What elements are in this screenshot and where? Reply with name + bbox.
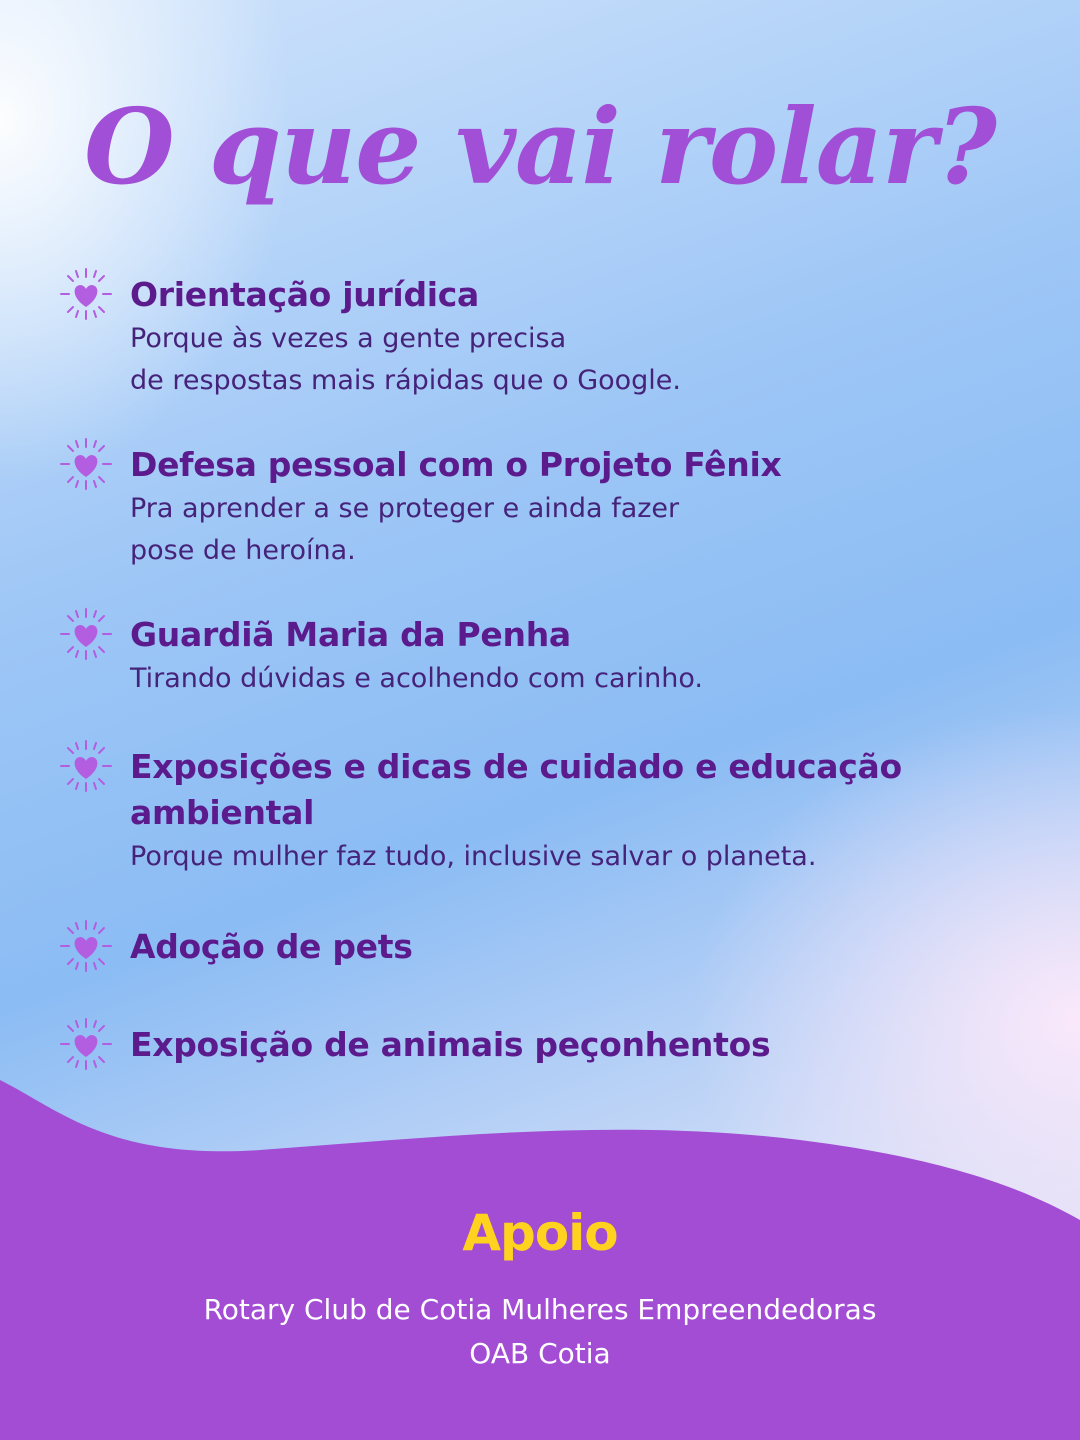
item-description: Tirando dúvidas e acolhendo com carinho. [130, 663, 703, 694]
item-heading: Guardiã Maria da Penha [130, 615, 571, 654]
item-heading: Exposição de animais peçonhentos [130, 1025, 771, 1064]
list-item-1 [130, 272, 1010, 402]
support-list [0, 1288, 1080, 1376]
item-description: Porque mulher faz tudo, inclusive salvar o planeta. [130, 841, 817, 872]
item-description: Pra aprender a se proteger e ainda fazer pose de heroína. [130, 493, 680, 566]
item-heading: Defesa pessoal com o Projeto Fênix [130, 445, 782, 484]
heart-icon [58, 266, 114, 322]
item-heading: Adoção de pets [130, 927, 413, 966]
list-item-5 [130, 924, 1010, 970]
support-line-oab: OAB Cotia [469, 1337, 611, 1370]
item-heading: Orientação jurídica [130, 275, 480, 314]
heart-icon [58, 1016, 114, 1072]
list-item-2 [130, 442, 1010, 572]
page-title: O que vai rolar? [84, 85, 996, 208]
item-description: Porque às vezes a gente precisa de respostas mais rápidas que o Google. [130, 323, 681, 396]
support-title: Apoio [462, 1204, 618, 1262]
support-line-rotary: Rotary Club de Cotia Mulheres Empreendedoras [203, 1293, 877, 1326]
list-item-3 [130, 612, 1010, 700]
heart-icon [58, 738, 114, 794]
heart-icon [58, 918, 114, 974]
list-item-4 [130, 744, 1010, 878]
list-item-6 [130, 1022, 1010, 1068]
heart-icon [58, 436, 114, 492]
item-heading: Exposições e dicas de cuidado e educação ambiental [130, 747, 902, 832]
heart-icon [58, 606, 114, 662]
